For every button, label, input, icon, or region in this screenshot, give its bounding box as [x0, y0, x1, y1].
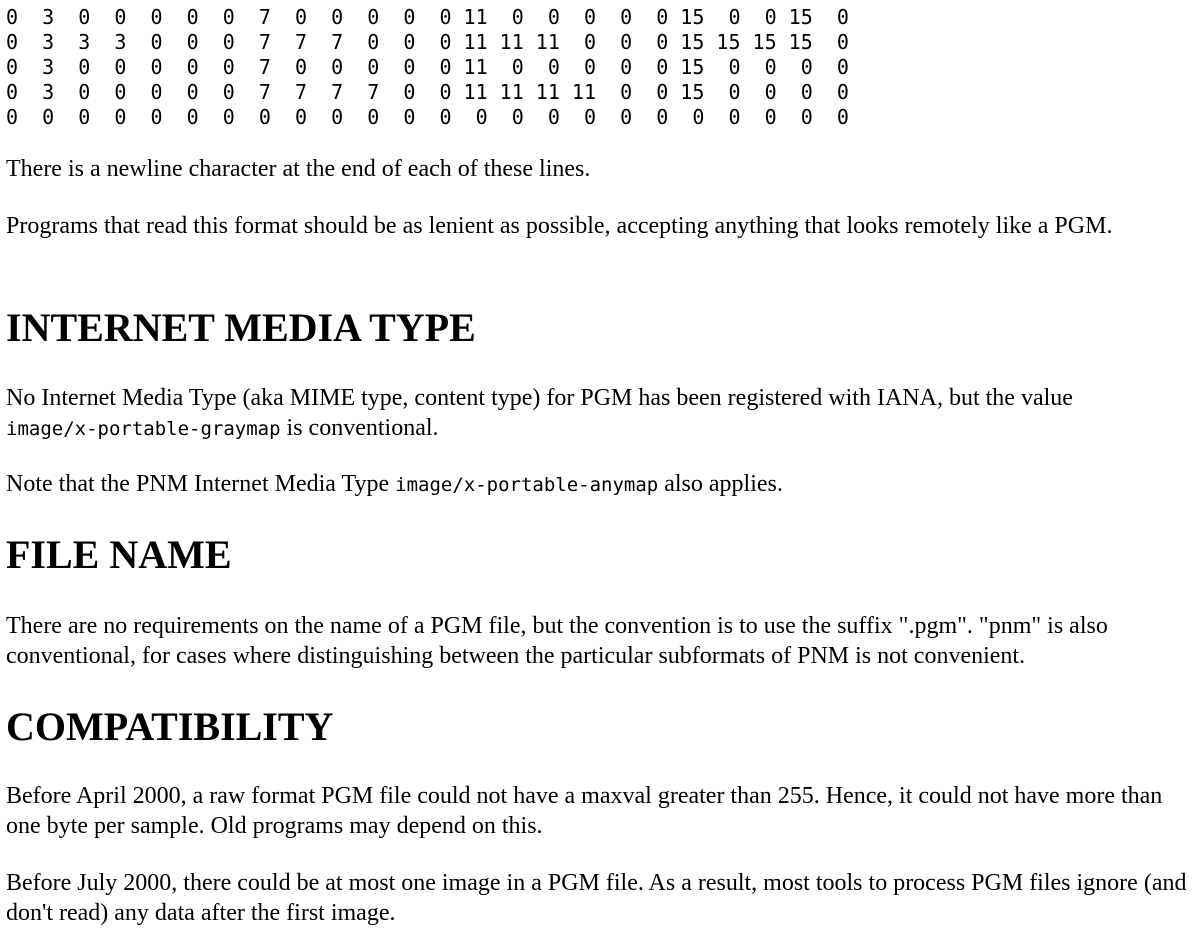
- matrix-row: 0 3 3 3 0 0 0 7 7 7 0 0 0 11 11 11 0 0 0 15 15 15 15 0: [6, 30, 849, 54]
- compatibility-paragraph-maxval: Before April 2000, a raw format PGM file could not have a maxval greater than 255. Hence, it could not have more than one byte per sample. Old programs may depend on this.: [6, 783, 1163, 839]
- matrix-row: 0 3 0 0 0 0 0 7 0 0 0 0 0 11 0 0 0 0 0 15 0 0 15 0: [6, 5, 849, 29]
- media-type-tail: is conventional.: [280, 415, 439, 441]
- matrix-row: 0 3 0 0 0 0 0 7 7 7 7 0 0 11 11 11 11 0 0 15 0 0 0 0: [6, 80, 849, 104]
- newline-note-paragraph: There is a newline character at the end of each of these lines.: [6, 156, 591, 182]
- pgm-example-matrix: [6, 5, 1196, 130]
- media-type-text: No Internet Media Type (aka MIME type, content type) for PGM has been registered with IANA, but the value: [6, 385, 1073, 411]
- pnm-media-type-text: Note that the PNM Internet Media Type: [6, 471, 396, 497]
- compatibility-heading: COMPATIBILITY: [6, 704, 334, 749]
- media-type-code: image/x-portable-graymap: [6, 418, 281, 440]
- lenient-note-paragraph: Programs that read this format should be as lenient as possible, accepting anything that looks remotely like a PGM.: [6, 213, 1113, 239]
- pnm-media-type-code: image/x-portable-anymap: [395, 474, 659, 496]
- file-name-paragraph: There are no requirements on the name of a PGM file, but the convention is to use the suffix ".pgm". "pnm" is also conventional, for cases where distinguishing between the particular subformats of PNM is not convenient.: [6, 613, 1108, 669]
- matrix-row: 0 0 0 0 0 0 0 0 0 0 0 0 0 0 0 0 0 0 0 0 0 0 0 0: [6, 105, 849, 129]
- file-name-heading: FILE NAME: [6, 532, 232, 577]
- pnm-media-type-paragraph: [6, 469, 1196, 500]
- document-page: [6, 0, 1196, 926]
- media-type-heading: INTERNET MEDIA TYPE: [6, 305, 476, 350]
- compatibility-paragraph-images: Before July 2000, there could be at most one image in a PGM file. As a result, most tools to process PGM files ignore (and don't read) any data after the first image.: [6, 870, 1187, 926]
- media-type-paragraph: [6, 383, 1196, 444]
- pnm-media-type-tail: also applies.: [658, 471, 783, 497]
- matrix-row: 0 3 0 0 0 0 0 7 0 0 0 0 0 11 0 0 0 0 0 15 0 0 0 0: [6, 55, 849, 79]
